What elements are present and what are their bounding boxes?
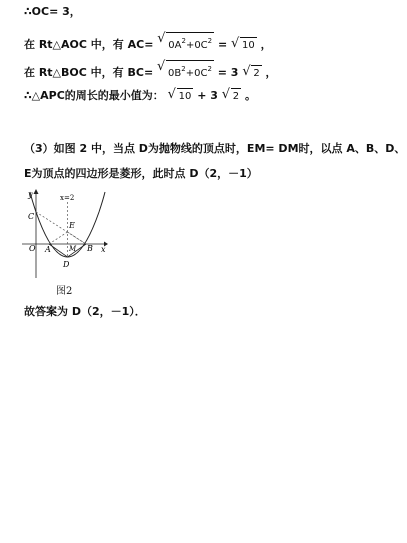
radical-ac: √ $0A^2+0C^2$	[157, 32, 214, 54]
label-m: M	[69, 245, 77, 253]
segment-ae	[49, 232, 68, 244]
line-answer: 故答案为 D（2，－1）．	[24, 305, 146, 318]
figure-caption: 图2	[56, 286, 73, 297]
line-ac: 在 Rt△AOC 中，有 AC= √ $0A^2+0C^2$ = √ 10 ，	[24, 32, 272, 54]
radical-bc: √ $0B^2+0C^2$	[157, 60, 214, 82]
line-rhombus: E为顶点的四边形是菱形，此时点 D（2，－1）	[24, 167, 258, 180]
line-oc: ∴OC= 3，	[24, 5, 81, 18]
radical-two: √ 2	[242, 65, 261, 82]
y-axis-arrow	[34, 189, 39, 194]
parabola-figure	[22, 188, 122, 280]
label-o: O	[29, 244, 36, 253]
label-axis: x=2	[60, 194, 75, 202]
label-d: D	[63, 260, 70, 269]
radical-two-b: √ 2	[222, 88, 241, 105]
radical-ten-b: √ 10	[168, 88, 194, 105]
label-e: E	[69, 221, 75, 230]
radical-ten: √ 10	[231, 37, 257, 54]
line-bc: 在 Rt△BOC 中，有 BC= √ $0B^2+0C^2 = 3$ √ 2 ，	[24, 60, 277, 82]
line-perimeter: ∴△APC的周长的最小值为： √ 10 + 3 √ 2 。	[24, 88, 256, 105]
label-c: C	[28, 212, 35, 221]
label-a: A	[45, 245, 51, 254]
line-part3: （3）如图 2 中，当点 D为抛物线的顶点时，EM= DM时，以点 A、B、D、	[24, 142, 406, 155]
label-y: y	[28, 190, 33, 199]
label-b: B	[87, 244, 93, 253]
label-x: x	[101, 245, 106, 254]
segment-ad	[49, 244, 68, 257]
